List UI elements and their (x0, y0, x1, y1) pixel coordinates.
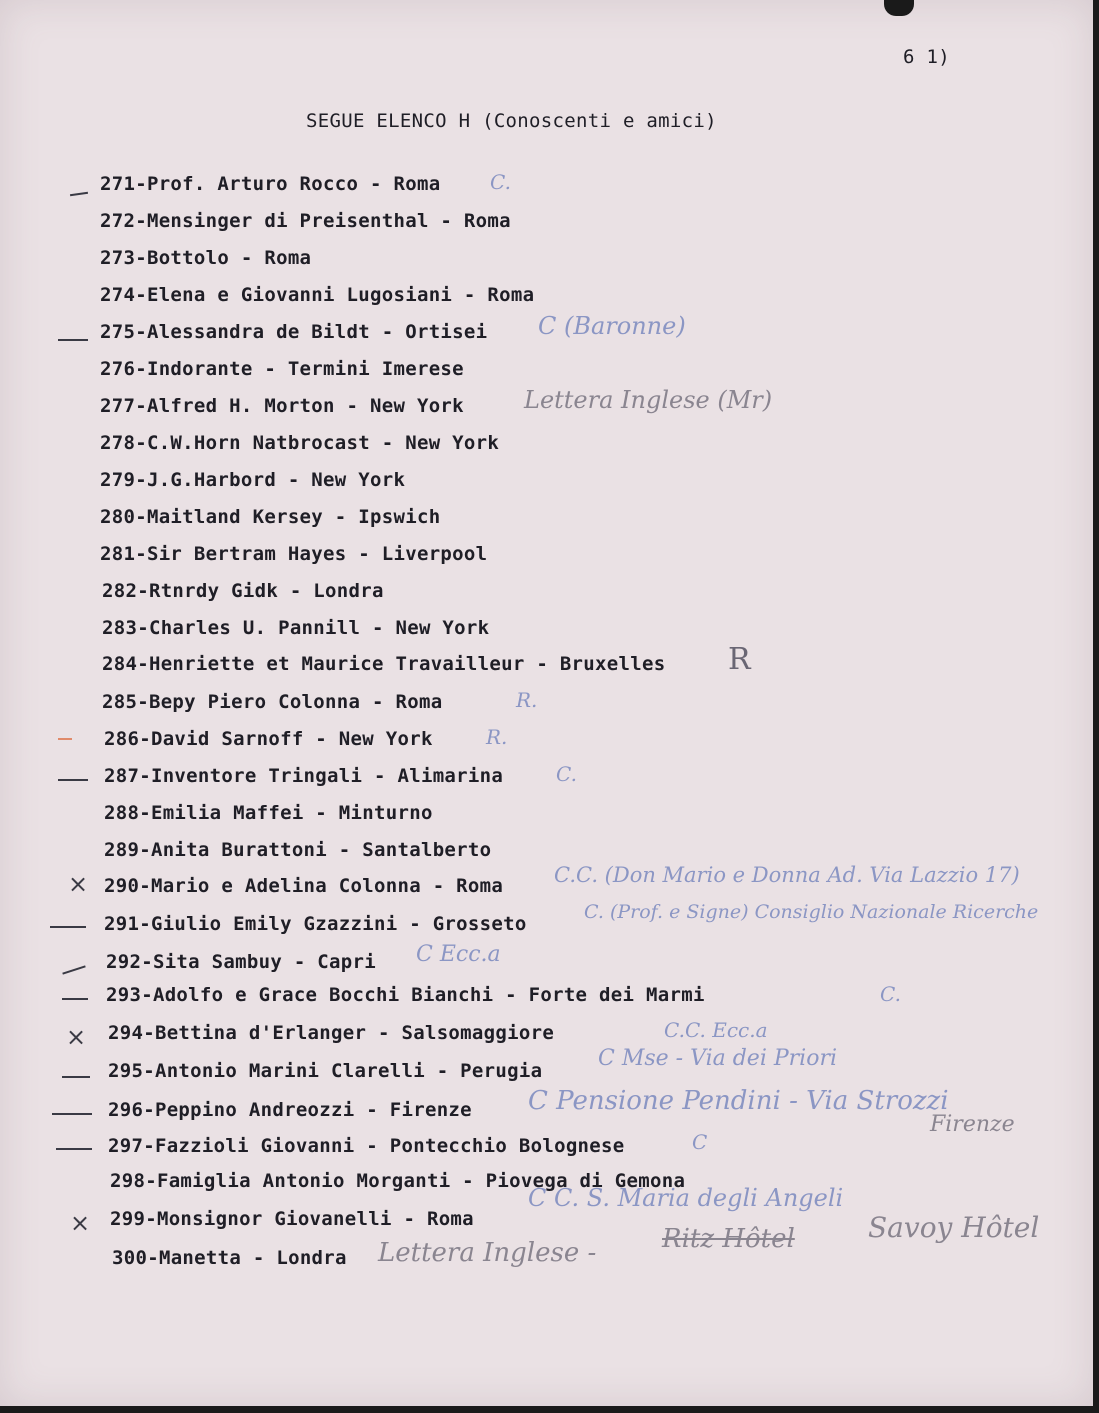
entry-text: 273-Bottolo - Roma (100, 247, 312, 269)
margin-dash (62, 965, 85, 974)
list-item (104, 872, 503, 900)
entry-text: 283-Charles U. Pannill - New York (102, 617, 490, 639)
torn-corner (884, 0, 914, 16)
margin-x-mark: × (68, 870, 89, 898)
handwritten-note: R (728, 642, 751, 677)
handwritten-note: C (Baronne) (538, 312, 686, 340)
list-item (100, 207, 511, 235)
list-item (100, 244, 311, 272)
handwritten-note: C. (490, 170, 511, 194)
entry-text: 294-Bettina d'Erlanger - Salsomaggiore (108, 1022, 555, 1044)
list-item (104, 725, 433, 753)
entry-text: 295-Antonio Marini Clarelli - Perugia (108, 1060, 543, 1082)
list-item (104, 799, 433, 827)
list-item (104, 762, 503, 790)
handwritten-note: C (692, 1130, 708, 1154)
handwritten-note: C.C. (Don Mario e Donna Ad. Via Lazzio 17) (554, 863, 1020, 887)
list-item (102, 650, 665, 678)
margin-dash (56, 1148, 92, 1150)
entry-text: 272-Mensinger di Preisenthal - Roma (100, 210, 511, 232)
entry-text: 291-Giulio Emily Gzazzini - Grosseto (104, 913, 527, 935)
list-item (100, 540, 487, 568)
margin-dash (70, 192, 88, 196)
entry-text: 277-Alfred H. Morton - New York (100, 395, 464, 417)
entry-text: 280-Maitland Kersey - Ipswich (100, 506, 441, 528)
entry-text: 290-Mario e Adelina Colonna - Roma (104, 875, 504, 897)
entry-text: 285-Bepy Piero Colonna - Roma (102, 691, 443, 713)
entry-text: 296-Peppino Andreozzi - Firenze (108, 1099, 472, 1121)
list-item (102, 614, 489, 642)
handwritten-note-struck: Ritz Hôtel (662, 1224, 795, 1254)
list-item (100, 355, 464, 383)
list-item (106, 981, 705, 1009)
margin-dash (58, 339, 88, 341)
list-item (108, 1019, 554, 1047)
handwritten-note: C. (880, 982, 901, 1006)
page-number: 6 1) (903, 46, 950, 68)
list-item (108, 1057, 542, 1085)
list-item (102, 577, 384, 605)
list-item (108, 1132, 625, 1160)
handwritten-note: C C. S. Maria degli Angeli (528, 1184, 844, 1212)
list-item (100, 170, 440, 198)
entry-text: 271-Prof. Arturo Rocco - Roma (100, 173, 441, 195)
entry-text: 278-C.W.Horn Natbrocast - New York (100, 432, 500, 454)
margin-x-mark: × (66, 1023, 87, 1051)
handwritten-note: C. (556, 762, 577, 786)
entry-text: 299-Monsignor Giovanelli - Roma (110, 1208, 474, 1230)
entry-text: 300-Manetta - Londra (112, 1247, 347, 1269)
margin-dash (62, 998, 88, 1000)
page-heading: SEGUE ELENCO H (Conoscenti e amici) (306, 110, 717, 132)
handwritten-note: C.C. Ecc.a (664, 1018, 768, 1042)
entry-text: 274-Elena e Giovanni Lugosiani - Roma (100, 284, 535, 306)
handwritten-note: C Ecc.a (416, 942, 501, 967)
list-item (100, 429, 499, 457)
entry-text: 293-Adolfo e Grace Bocchi Bianchi - Forte dei Marmi (106, 984, 705, 1006)
entry-text: 279-J.G.Harbord - New York (100, 469, 406, 491)
handwritten-note-city: Firenze (930, 1112, 1015, 1137)
list-item (104, 910, 527, 938)
list-item (100, 392, 464, 420)
entry-text: 297-Fazzioli Giovanni - Pontecchio Bolognese (108, 1135, 625, 1157)
list-item (110, 1205, 474, 1233)
margin-dash (52, 1113, 92, 1115)
margin-dash (58, 779, 88, 781)
handwritten-note: C Pensione Pendini - Via Strozzi (528, 1086, 949, 1116)
entry-text: 276-Indorante - Termini Imerese (100, 358, 464, 380)
entry-text: 292-Sita Sambuy - Capri (106, 951, 376, 973)
entry-text: 288-Emilia Maffei - Minturno (104, 802, 433, 824)
handwritten-note: Savoy Hôtel (868, 1211, 1040, 1244)
handwritten-note: Lettera Inglese - (378, 1238, 597, 1268)
margin-x-mark: × (70, 1209, 91, 1237)
list-item (108, 1096, 472, 1124)
list-item (100, 318, 487, 346)
margin-dash (58, 738, 72, 740)
entry-text: 298-Famiglia Antonio Morganti - Piovega di Gemona (110, 1170, 686, 1192)
margin-dash (62, 1076, 90, 1078)
entry-text: 289-Anita Burattoni - Santalberto (104, 839, 492, 861)
handwritten-note: C Mse - Via dei Priori (598, 1046, 838, 1071)
list-item (112, 1244, 347, 1272)
list-item (104, 836, 491, 864)
handwritten-note: C. (Prof. e Signe) Consiglio Nazionale Ricerche (584, 901, 1039, 923)
list-item (106, 948, 376, 976)
list-item (100, 503, 440, 531)
entry-text: 287-Inventore Tringali - Alimarina (104, 765, 504, 787)
handwritten-note: R. (486, 725, 508, 749)
list-item (100, 466, 405, 494)
entry-text: 282-Rtnrdy Gidk - Londra (102, 580, 384, 602)
list-item (102, 688, 442, 716)
entry-text: 286-David Sarnoff - New York (104, 728, 433, 750)
handwritten-note: R. (516, 688, 538, 712)
list-item (100, 281, 534, 309)
margin-dash (50, 926, 86, 928)
entry-text: 281-Sir Bertram Hayes - Liverpool (100, 543, 488, 565)
entry-text: 284-Henriette et Maurice Travailleur - Bruxelles (102, 653, 666, 675)
entry-text: 275-Alessandra de Bildt - Ortisei (100, 321, 488, 343)
handwritten-note: Lettera Inglese (Mr) (524, 386, 773, 414)
